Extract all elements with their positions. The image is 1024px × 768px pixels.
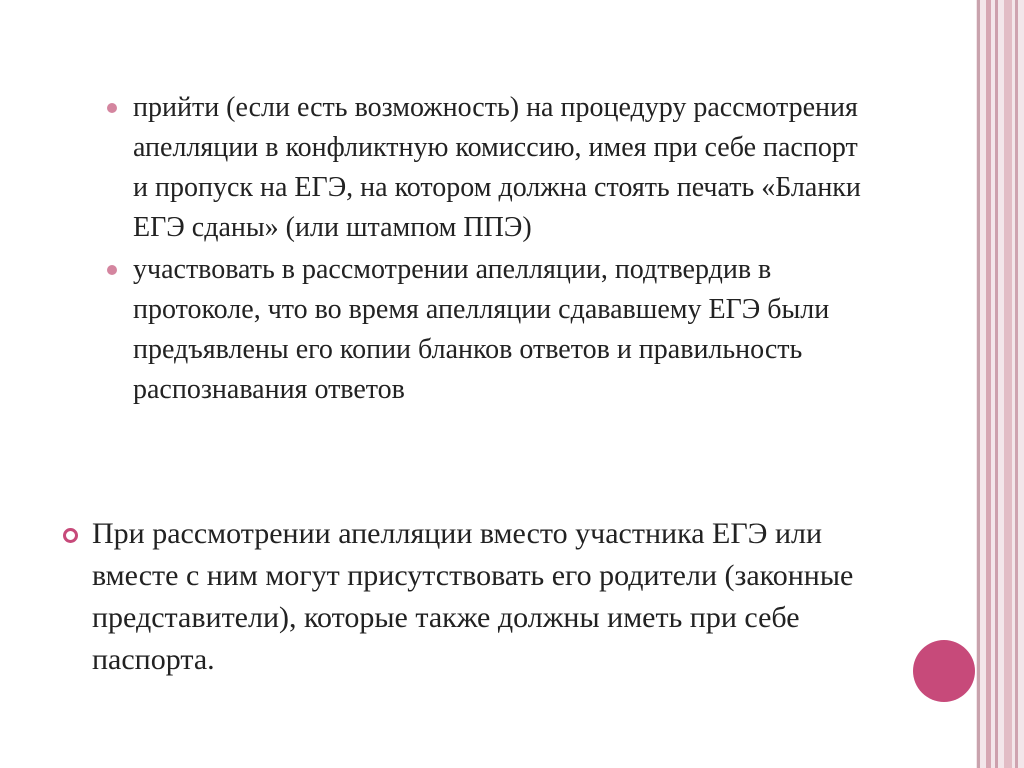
sub-list-item (105, 250, 865, 410)
border-stripe (995, 0, 998, 768)
ring-bullet-icon (63, 528, 78, 543)
bullet-dot-icon (107, 103, 117, 113)
main-item-text: При рассмотрении апелляции вместо участника ЕГЭ или вместе с ним могут присутствовать его родители (законные представители), которые также должны иметь при себе паспорта. (92, 517, 854, 676)
sub-item-text: участвовать в рассмотрении апелляции, подтвердив в протоколе, что во время апелляции сдававшему ЕГЭ были предъявлены его копии бланков ответов и правильность распознавания ответов (133, 254, 830, 405)
border-stripe (1015, 0, 1018, 768)
sub-bullet-list (105, 88, 865, 412)
border-stripe (1004, 0, 1012, 768)
decorative-circle (913, 640, 975, 702)
border-stripe (986, 0, 991, 768)
sub-list-item (105, 88, 865, 248)
main-list-item (62, 513, 892, 681)
bullet-dot-icon (107, 265, 117, 275)
sub-item-text: прийти (если есть возможность) на процедуру рассмотрения апелляции в конфликтную комиссию, имея при себе паспорт и пропуск на ЕГЭ, на котором должна стоять печать «Бланки ЕГЭ сданы» (или штампом ППЭ) (133, 92, 861, 243)
border-stripe (977, 0, 980, 768)
